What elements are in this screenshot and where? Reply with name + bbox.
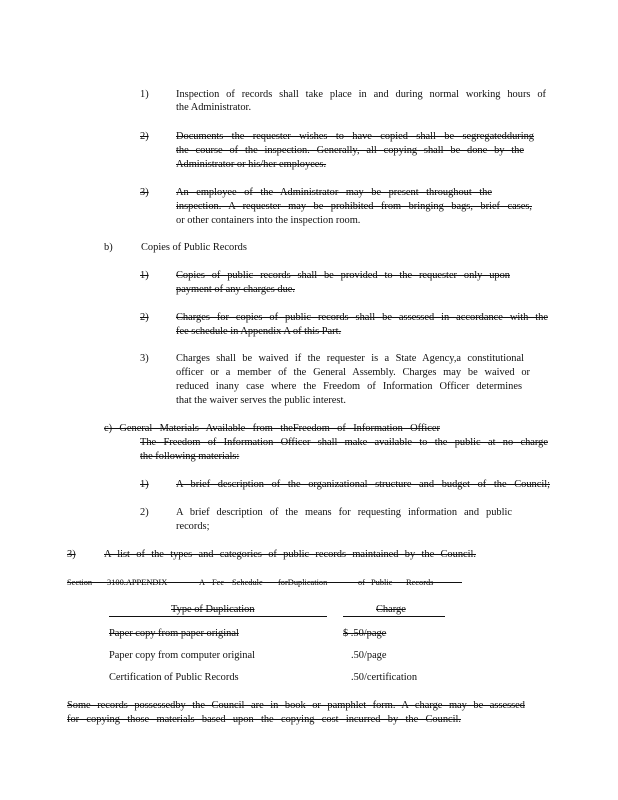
col-header-type: Type of Duplication — [171, 604, 255, 615]
list-c-item-1-line-1: A brief description of the organizational structure and budget of the Council; — [176, 479, 550, 490]
footer-note-line-1: Some records possessedby the Council are in book or pamphlet form. A charge may be assessed — [67, 700, 525, 711]
list-b-item-2-line-2: fee schedule in Appendix A of this Part. — [176, 326, 342, 337]
appendix-section-label — [67, 576, 92, 590]
list-a-item-3-line-1: An employee of the Administrator may be present throughout the — [176, 187, 492, 198]
item-c3-text: A list of the types and categories of public records maintained by the Council. — [104, 549, 476, 560]
section-c-line-1: The Freedom of Information Officer shall make available to the public at no charge — [140, 437, 548, 448]
list-a-item-2-line-2: the course of the inspection. Generally, all copying shall be done by the — [176, 145, 524, 156]
appendix-records — [406, 576, 433, 590]
section-c-heading: c) General Materials Available from theFreedom of Information Officer — [104, 423, 440, 434]
fee-row-2-charge: .50/page — [351, 650, 387, 661]
col-header-charge: Charge — [376, 604, 406, 615]
fee-row-3-charge: .50/certification — [351, 672, 418, 683]
fee-row-1-type: Paper copy from paper original — [109, 628, 239, 639]
section-b-number: b) — [104, 242, 113, 253]
list-b-item-2-line-1: Charges for copies of public records shall be assessed in accordance with the — [176, 312, 548, 323]
list-a-item-2-line-1: Documents the requester wishes to have copied shall be segregatedduring — [176, 131, 534, 142]
appendix-fee — [212, 576, 224, 590]
list-number: 3) — [140, 353, 149, 364]
list-number: 2) — [140, 507, 149, 518]
list-a-item-1-line-2: the Administrator. — [176, 102, 252, 113]
appendix-schedule — [232, 576, 263, 590]
appendix-code — [107, 576, 167, 590]
appendix-for-duplication — [278, 576, 327, 590]
list-number: 3) — [140, 187, 149, 198]
list-c-item-2-line-1: A brief description of the means for requesting information and public — [176, 507, 512, 518]
list-a-item-3-line-3: or other containers into the inspection room. — [176, 215, 361, 226]
list-a-item-2-line-3: Administrator or his/her employees. — [176, 159, 327, 170]
list-a-item-1-line-1: Inspection of records shall take place in and during normal working hours of — [176, 89, 546, 100]
list-number: 1) — [140, 479, 149, 490]
list-number: 1) — [140, 89, 149, 100]
list-number: 2) — [140, 131, 149, 142]
fee-row-1-charge: $ .50/page — [343, 628, 387, 639]
list-number: 3) — [67, 549, 76, 560]
list-a-item-3-line-2: inspection. A requester may be prohibited from bringing bags, brief cases, — [176, 201, 532, 212]
list-b-item-3-line-2: officer or a member of the General Assembly. Charges may be waived or — [176, 367, 530, 378]
appendix-of — [358, 576, 365, 590]
col-header-type-underline — [109, 616, 327, 617]
list-c-item-2-line-2: records; — [176, 521, 210, 532]
appendix-strike-line — [67, 582, 462, 583]
list-b-item-3-line-4: that the waiver serves the public interest. — [176, 395, 346, 406]
list-b-item-3-line-3: reduced inany case where the Freedom of Information Officer determines — [176, 381, 522, 392]
list-b-item-1-line-2: payment of any charges due. — [176, 284, 295, 295]
list-b-item-1-line-1: Copies of public records shall be provided to the requester only upon — [176, 270, 510, 281]
fee-row-3-type: Certification of Public Records — [109, 672, 239, 683]
fee-row-2-type: Paper copy from computer original — [109, 650, 256, 661]
appendix-public — [371, 576, 392, 590]
appendix-a — [199, 576, 205, 590]
footer-note-line-2: for copying those materials based upon the copying cost incurred by the Council. — [67, 714, 461, 725]
section-c-line-2: the following materials: — [140, 451, 240, 462]
col-header-charge-underline — [343, 616, 445, 617]
list-b-item-3-line-1: Charges shall be waived if the requester is a State Agency,a constitutional — [176, 353, 524, 364]
list-number: 1) — [140, 270, 149, 281]
list-number: 2) — [140, 312, 149, 323]
section-b-title: Copies of Public Records — [141, 242, 247, 253]
